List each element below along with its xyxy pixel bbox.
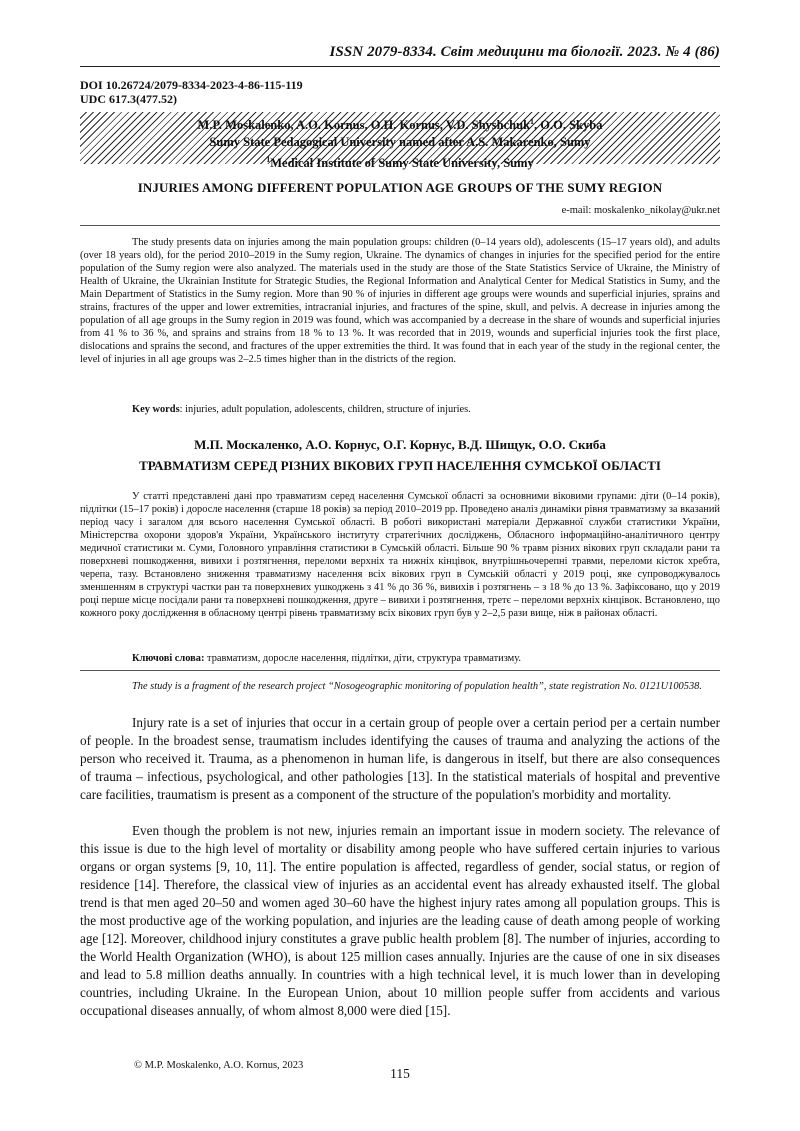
doi-line: DOI 10.26724/2079-8334-2023-4-86-115-119 — [80, 78, 303, 92]
udc-line: UDC 617.3(477.52) — [80, 92, 177, 106]
body-paragraph-2: Even though the problem is not new, injuries remain an important issue in modern society. The relevance of this issue is due to the high level of mortality or disability among people who have suffered certain injuries to various organs or organ systems [9, 10, 11]. The entire population is affected, regardless of gender, social status, or region of residence [14]. Therefore, the classical view of injuries as an accidental event has already exhausted itself. The global trend is that men aged 20–50 and women aged 30–60 have the highest injury rates among all population groups. This is the most productive age of the working population, and injuries are the leading cause of death among people of working age [12]. Moreover, childhood injury constitutes a grave public health problem [8]. The number of injuries, according to the World Health Organization (WHO), is about 125 million cases annually. Injuries are the cause of one in six diseases and lead to 5.8 million deaths annually. In countries with a high technical level, it is much lower than in developing countries, including Ukraine. In the European Union, about 10 million people suffer from accidents and various occupational diseases annually, of whom almost 8,000 were died [15]. — [80, 823, 720, 1018]
authors-ua: М.П. Москаленко, А.О. Корнус, О.Г. Корнус, В.Д. Шищук, О.О. Скиба — [194, 437, 606, 452]
keywords-ua-label: Ключові слова: — [132, 653, 205, 664]
university-affiliation: Sumy State Pedagogical University named after A.S. Makarenko, Sumy — [209, 135, 591, 150]
article-title-en: INJURIES AMONG DIFFERENT POPULATION AGE GROUPS OF THE SUMY REGION — [137, 180, 663, 195]
keywords-ua-list: травматизм, доросле населення, підлітки, діти, структура травматизму. — [204, 653, 521, 664]
article-title-ua: ТРАВМАТИЗМ СЕРЕД РІЗНИХ ВІКОВИХ ГРУП НАСЕЛЕННЯ СУМСЬКОЇ ОБЛАСТІ — [139, 458, 661, 473]
header-rule — [80, 66, 720, 67]
journal-header: ISSN 2079-8334. Світ медицини та біології. 2023. № 4 (86) — [329, 44, 720, 60]
institute-affiliation: $^1$Medical Institute of Sumy State University, Sumy — [266, 155, 534, 171]
abstract-en: The study presents data on injuries among the main population groups: children (0–14 years old), adolescents (15–17 years old), and adults (over 18 years old), for the period 2010–2019 in the Sumy region, Ukraine. The dynamics of changes in injuries for the specified period for the entire population of the Sumy region were also analyzed. The materials used in the study are those of the State Statistics Service of Ukraine, the Ministry of Health of Ukraine, the Ukrainian Institute for Strategic Studies, the Regional Information and Analytical Center for Medical Statistics in Sumy, and the Main Department of Statistics in the Sumy region. More than 90 % of injuries in different age groups were wounds and superficial injuries, sprains and strains, fractures of the upper and lower extremities, intracranial injuries, and fractures of the spine, skull, and pelvis. A decrease in injuries among the population of all age groups in the Sumy region in 2019 was found, which was accompanied by a decrease in the share of wounds and superficial injuries from 41 % to 36 %, and sprains and strains from 18 % to 13 %. It was recorded that in 2019, wounds and superficial injuries took the first place, dislocations and sprains the second, and fractures of the upper extremities the third. It was found that in each year of the study in the regional center, the level of injuries in all age groups was 2–2.5 times higher than in the districts of the region. — [80, 237, 720, 365]
affiliation-band — [80, 112, 720, 171]
keywords-en — [80, 403, 720, 416]
institute-superscript: 1 — [266, 155, 271, 165]
keywords-en-label: Key words — [132, 404, 180, 415]
keywords-en-list: : injuries, adult population, adolescents, children, structure of injuries. — [179, 404, 471, 415]
abstract-rule-bottom — [80, 670, 720, 671]
page-number: 115 — [390, 1066, 410, 1081]
contact-email: e-mail: moskalenko_nikolay@ukr.net — [561, 205, 720, 216]
abstract-ua: У статті представлені дані про травматизм серед населення Сумської області за основними віковими групами: діти (0–14 років), підлітки (15–17 років) і доросле населення (старше 18 років) за період 2010–2019 рр. Проведено аналіз динаміки рівня травматизму за вказаний період часу і загалом для всього населення Сумської області. В роботі використані матеріали Державної служби статистики України, Міністерства охорони здоров'я України, Українського інституту стратегічних досліджень, Обласного інформаційно-аналітичного центру медичної статистики м. Суми, Головного управління статистики в Сумській області. Більше 90 % травм різних вікових груп складали рани та поверхневі пошкодження, вивихи і розтягнення, переломи верхніх та нижніх кінцівок, внутрішньочерепні травми, переломи кісток хребта, черепа, тазу. Встановлено зниження травматизму населення всіх вікових груп в Сумській області у 2019 році, яке супроводжувалось зменшенням в структурі частки ран та поверхневих ушкоджень з 41 % до 36 %, вивихів і розтягнень – з 18 % до 13 %. Зафіксовано, що у 2019 році перше місце посідали рани та поверхневі пошкодження, друге – вивихи і розтягнення, третє – переломи верхніх кінцівок. Встановлено, що кожного року дослідження в обласному центрі рівень травматизму всіх вікових груп був у 2–2,5 рази вище, ніж в районах області. — [80, 491, 720, 619]
abstract-rule-top — [80, 225, 720, 226]
project-note: The study is a fragment of the research project “Nosogeographic monitoring of population health”, state registration No. 0121U100538. — [132, 681, 702, 692]
keywords-ua — [80, 652, 720, 665]
author-superscript: 1 — [530, 117, 535, 126]
copyright-notice: © M.P. Moskalenko, A.O. Kornus, 2023 — [134, 1060, 304, 1071]
authors-en: M.P. Moskalenko, A.O. Kornus, O.H. Kornus, V.D. Shyshchuk$^1$, O.O. Skyba — [197, 117, 603, 133]
article-identifiers — [80, 78, 303, 106]
body-paragraph-1: Injury rate is a set of injuries that occur in a certain group of people over a certain period per a certain number of people. In the broadest sense, traumatism includes identifying the causes of trauma and analyzing the actions of the person who received it. Trauma, as a phenomenon in human life, is dangerous in itself, but there are also consequences of trauma – infectious, psychological, and other pathologies [13]. In the statistical materials of hospital and preventive care facilities, traumatism is present as a component of the structure of the population's morbidity and mortality. — [80, 715, 720, 802]
